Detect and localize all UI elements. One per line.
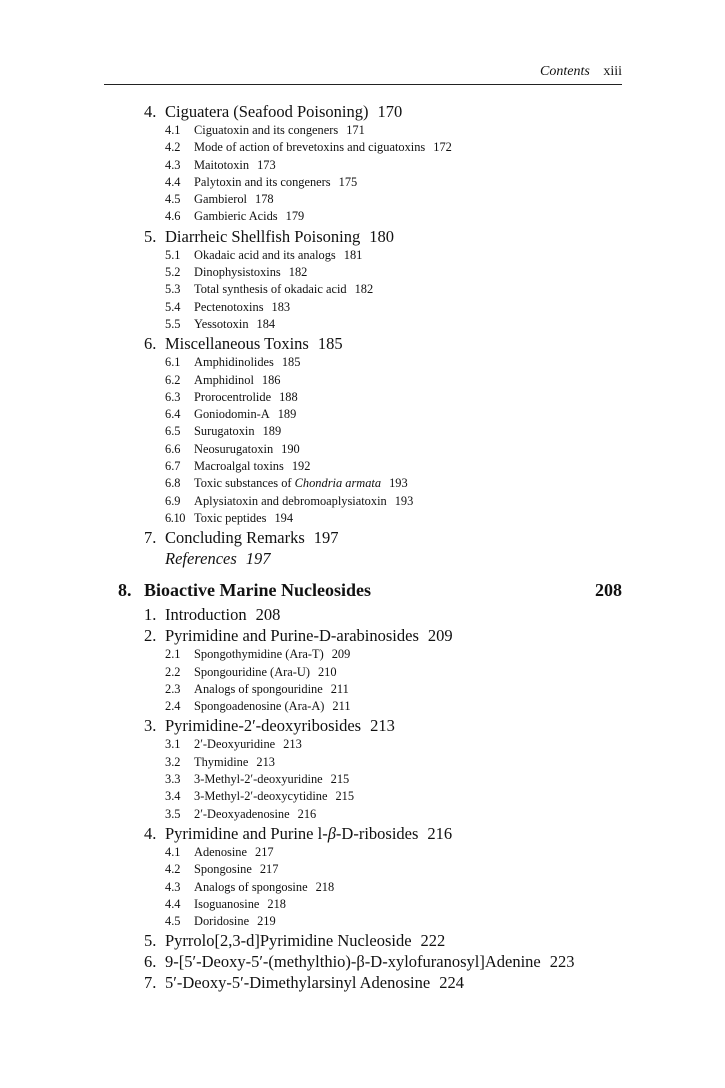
subsection-title: Goniodomin-A [194, 407, 270, 422]
section-page: 224 [439, 973, 464, 993]
subsection-number: 6.10 [165, 510, 186, 525]
subsection-number: 2.4 [165, 699, 181, 714]
chapter-page: 208 [595, 580, 622, 601]
section-entry[interactable] [0, 951, 725, 972]
subsection-page: 189 [277, 407, 297, 422]
toc-part-2 [0, 604, 725, 993]
subsection-number: 6.7 [165, 459, 181, 474]
subsection-number: 6.6 [165, 441, 181, 456]
subsection-entry[interactable] [0, 299, 725, 316]
section-entry[interactable] [0, 101, 725, 122]
toc-body [0, 101, 725, 993]
section-page: 170 [377, 102, 403, 121]
subsection-title: Toxic substances of [194, 476, 295, 491]
subsection-page: 215 [335, 789, 355, 804]
toc-part-1 [0, 101, 725, 548]
subsection-number: 3.1 [165, 737, 181, 752]
subsection-entry[interactable] [0, 754, 725, 771]
subsection-title: Amphidinolides [194, 355, 274, 370]
subsection-number: 6.8 [165, 476, 181, 491]
subsection-title: Prorocentrolide [194, 389, 272, 404]
section-page: 216 [427, 823, 453, 843]
subsection-page: 213 [256, 754, 275, 769]
subsection-page: 218 [315, 879, 335, 894]
chapter-heading[interactable] [0, 576, 622, 604]
section-title-rest: -D-ribosides [335, 823, 419, 843]
subsection-entry[interactable] [0, 372, 725, 389]
section-number: 3. [144, 716, 157, 736]
subsection-entry[interactable] [0, 698, 725, 715]
section-entry[interactable] [0, 604, 725, 625]
subsection-entry[interactable] [0, 736, 725, 753]
subsection-title: Pectenotoxins [194, 299, 264, 314]
subsection-title: Analogs of spongouridine [194, 681, 323, 696]
subsection-entry[interactable] [0, 281, 725, 298]
section-entry[interactable] [0, 972, 725, 993]
section-number: 4. [144, 102, 157, 121]
section-title: Diarrheic Shellfish Poisoning [165, 226, 361, 246]
subsection-entry[interactable] [0, 861, 725, 878]
subsection-title: Gambierol [194, 192, 247, 207]
subsection-page: 215 [330, 772, 350, 787]
subsection-number: 6.4 [165, 407, 181, 422]
section-page: 208 [255, 605, 281, 625]
subsection-entry[interactable] [0, 174, 725, 191]
section-number: 7. [144, 528, 157, 548]
subsection-entry[interactable] [0, 771, 725, 788]
subsection-entry[interactable] [0, 247, 725, 264]
section-page: 185 [317, 334, 343, 354]
subsection-title: Total synthesis of okadaic acid [194, 282, 347, 297]
subsection-entry[interactable] [0, 913, 725, 930]
subsection-title: Surugatoxin [194, 424, 255, 439]
subsection-page: 211 [330, 681, 349, 696]
subsection-number: 6.3 [165, 389, 181, 404]
subsection-number: 4.3 [165, 157, 181, 172]
subsection-title: 2′-Deoxyuridine [194, 737, 276, 752]
subsection-page: 209 [331, 647, 351, 662]
subsection-title: Spongosine [194, 862, 252, 877]
section-entry[interactable] [0, 930, 725, 951]
chapter-title: Bioactive Marine Nucleosides [144, 580, 371, 601]
subsection-number: 4.6 [165, 209, 181, 224]
subsection-entry[interactable] [0, 139, 725, 156]
subsection-entry[interactable] [0, 475, 725, 492]
subsection-title: Thymidine [194, 754, 249, 769]
section-title-italic: β [327, 823, 336, 843]
subsection-title-italic: Chondria armata [294, 476, 382, 491]
subsection-number: 3.5 [165, 806, 181, 821]
section-number: 4. [144, 823, 157, 843]
section-title: Introduction [165, 605, 247, 625]
subsection-number: 4.2 [165, 140, 181, 155]
section-page: 209 [427, 626, 453, 646]
section-number: 2. [144, 626, 157, 646]
subsection-entry[interactable] [0, 844, 725, 861]
subsection-number: 5.4 [165, 299, 181, 314]
section-number: 7. [144, 973, 157, 993]
subsection-title: 3-Methyl-2′-deoxyuridine [194, 772, 323, 787]
subsection-page: 210 [317, 664, 337, 679]
subsection-entry[interactable] [0, 122, 725, 139]
references-page: 197 [245, 549, 271, 569]
subsection-page: 194 [274, 510, 294, 525]
subsection-title: Ciguatoxin and its congeners [194, 123, 339, 137]
subsection-entry[interactable] [0, 208, 725, 225]
subsection-number: 4.1 [165, 123, 181, 137]
section-number: 6. [144, 952, 157, 972]
subsection-title: Toxic peptides [194, 510, 267, 525]
subsection-title: Okadaic acid and its analogs [194, 247, 336, 262]
section-title: Concluding Remarks [165, 528, 305, 548]
subsection-entry[interactable] [0, 458, 725, 475]
subsection-page: 193 [394, 493, 414, 508]
subsection-number: 5.3 [165, 282, 181, 297]
section-page: 213 [370, 716, 395, 736]
subsection-number: 4.2 [165, 862, 181, 877]
subsection-entry[interactable] [0, 389, 725, 406]
subsection-number: 3.2 [165, 754, 181, 769]
subsection-page: 173 [257, 157, 276, 172]
subsection-page: 218 [267, 896, 286, 911]
subsection-page: 216 [297, 806, 317, 821]
subsection-page: 175 [338, 174, 358, 189]
subsection-title: Doridosine [194, 914, 250, 929]
subsection-number: 2.1 [165, 647, 181, 662]
subsection-title: Dinophysistoxins [194, 265, 281, 280]
subsection-number: 4.1 [165, 844, 181, 859]
subsection-number: 4.5 [165, 914, 181, 929]
subsection-page: 217 [255, 844, 274, 859]
section-title: Pyrimidine-2′-deoxyribosides [165, 716, 362, 736]
subsection-title: Adenosine [194, 844, 247, 859]
subsection-entry[interactable] [0, 316, 725, 333]
subsection-number: 4.4 [165, 896, 181, 911]
subsection-title: Maitotoxin [194, 157, 250, 172]
subsection-number: 4.4 [165, 174, 181, 189]
subsection-title: Palytoxin and its congeners [194, 174, 331, 189]
subsection-entry[interactable] [0, 664, 725, 681]
subsection-number: 6.9 [165, 493, 181, 508]
subsection-entry[interactable] [0, 354, 725, 371]
section-number: 5. [144, 931, 157, 951]
subsection-entry[interactable] [0, 681, 725, 698]
section-page: 222 [420, 931, 446, 951]
subsection-entry[interactable] [0, 493, 725, 510]
section-entry[interactable] [0, 715, 725, 736]
subsection-page: 213 [283, 737, 302, 752]
subsection-number: 6.2 [165, 372, 181, 387]
subsection-title: 2′-Deoxyadenosine [194, 806, 290, 821]
subsection-title: Analogs of spongosine [194, 879, 308, 894]
subsection-entry[interactable] [0, 896, 725, 913]
subsection-entry[interactable] [0, 157, 725, 174]
section-title: Pyrrolo[2,3-d]Pyrimidine Nucleoside [165, 931, 412, 951]
subsection-page: 186 [261, 372, 281, 387]
subsection-page: 188 [279, 389, 298, 404]
section-entry[interactable] [0, 333, 725, 354]
subsection-entry[interactable] [0, 646, 725, 663]
chapter-number: 8. [118, 580, 132, 601]
section-number: 5. [144, 226, 157, 246]
section-title: Pyrimidine and Purine-D-arabinosides [165, 626, 419, 646]
subsection-number: 3.4 [165, 789, 181, 804]
subsection-page: 192 [291, 459, 311, 474]
subsection-page: 219 [257, 914, 276, 929]
section-number: 6. [144, 334, 157, 354]
section-title: Miscellaneous Toxins [165, 334, 309, 354]
subsection-page: 211 [332, 699, 351, 714]
subsection-number: 4.3 [165, 879, 181, 894]
subsection-page: 182 [288, 265, 308, 280]
subsection-page: 171 [346, 123, 365, 137]
section-entry[interactable] [0, 823, 725, 844]
section-page: 223 [549, 952, 575, 972]
subsection-number: 5.1 [165, 247, 181, 262]
subsection-page: 189 [262, 424, 282, 439]
subsection-page: 184 [256, 316, 276, 331]
section-number: 1. [144, 605, 157, 625]
subsection-title: Isoguanosine [194, 896, 260, 911]
subsection-number: 5.2 [165, 265, 181, 280]
running-title: Contents [540, 64, 590, 79]
section-entry[interactable] [0, 625, 725, 646]
subsection-page: 172 [433, 140, 452, 155]
subsection-entry[interactable] [0, 191, 725, 208]
subsection-title: Gambieric Acids [194, 209, 278, 224]
page-number: xiii [603, 64, 622, 79]
subsection-entry[interactable] [0, 788, 725, 805]
subsection-title: Amphidinol [194, 372, 254, 387]
section-title: 9-[5′-Deoxy-5′-(methylthio)-β-D-xylofuranosyl]Adenine [165, 952, 541, 972]
subsection-entry[interactable] [0, 441, 725, 458]
section-title: 5′-Deoxy-5′-Dimethylarsinyl Adenosine [165, 973, 431, 993]
subsection-page: 181 [343, 247, 363, 262]
subsection-page: 179 [285, 209, 305, 224]
subsection-number: 5.5 [165, 316, 181, 331]
subsection-page: 217 [259, 862, 279, 877]
subsection-page: 183 [271, 299, 291, 314]
references-entry[interactable] [0, 548, 725, 570]
subsection-entry[interactable] [0, 406, 725, 423]
subsection-entry[interactable] [0, 423, 725, 440]
subsection-title: 3-Methyl-2′-deoxycytidine [194, 789, 328, 804]
subsection-title: Mode of action of brevetoxins and ciguatoxins [194, 140, 426, 155]
subsection-page: 182 [354, 282, 374, 297]
section-page: 180 [369, 226, 394, 246]
subsection-entry[interactable] [0, 510, 725, 527]
subsection-title: Spongoadenosine (Ara-A) [194, 699, 325, 714]
subsection-page: 190 [281, 441, 300, 456]
running-header [104, 62, 622, 85]
subsection-number: 6.1 [165, 355, 181, 370]
subsection-page: 185 [281, 355, 301, 370]
subsection-title: Neosurugatoxin [194, 441, 274, 456]
subsection-number: 2.3 [165, 681, 181, 696]
section-title: Ciguatera (Seafood Poisoning) [165, 102, 369, 121]
subsection-page: 193 [389, 476, 408, 491]
subsection-title: Spongothymidine (Ara-T) [194, 647, 324, 662]
section-entry[interactable] [0, 527, 725, 548]
references-label: References [165, 549, 237, 569]
section-page: 197 [313, 528, 339, 548]
subsection-entry[interactable] [0, 879, 725, 896]
subsection-title: Macroalgal toxins [194, 459, 284, 474]
subsection-title: Yessotoxin [194, 316, 249, 331]
subsection-entry[interactable] [0, 264, 725, 281]
subsection-entry[interactable] [0, 806, 725, 823]
subsection-title: Aplysiatoxin and debromoaplysiatoxin [194, 493, 387, 508]
subsection-number: 6.5 [165, 424, 181, 439]
section-entry[interactable] [0, 226, 725, 247]
subsection-page: 178 [255, 192, 274, 207]
section-title: Pyrimidine and Purine l- [165, 823, 328, 843]
subsection-number: 2.2 [165, 664, 181, 679]
subsection-number: 4.5 [165, 192, 181, 207]
subsection-title: Spongouridine (Ara-U) [194, 664, 310, 679]
subsection-number: 3.3 [165, 772, 181, 787]
